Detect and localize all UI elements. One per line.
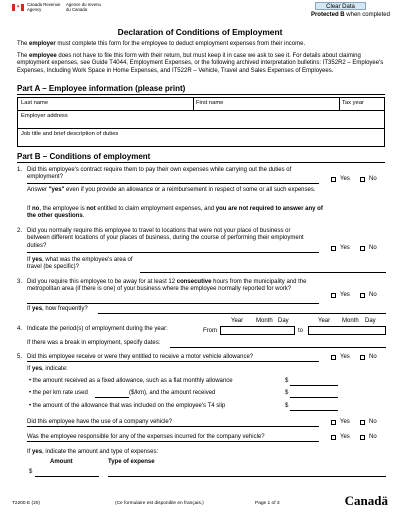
part-a-rule	[17, 94, 385, 95]
q2-text: Did you normally require this employee to travel to locations that were not your place of business or between different locations of your places of business, during the course of performing their employment duties?	[27, 228, 304, 249]
canada-wordmark-logo: Canadä	[344, 493, 388, 508]
q5-t4-text: • the amount of the allowance that was included on the employee's T4 slip	[29, 403, 226, 409]
q5-yes-checkbox[interactable]	[331, 355, 336, 360]
job-title-field[interactable]: Job title and brief description of duties	[21, 131, 119, 137]
q2-number: 2.	[17, 228, 23, 234]
q4-to-label: to	[298, 328, 304, 334]
q3-yes-label: Yes	[340, 292, 350, 298]
q5-company-vehicle-text: Did this employee have the use of a company vehicle?	[27, 419, 173, 425]
intro-paragraph-1: The employer must complete this form for the employee to deduct employment expenses from their income.	[17, 41, 306, 47]
q3-no-checkbox[interactable]	[360, 293, 365, 298]
q4-from-day-header: Day	[278, 318, 289, 324]
q4-text: Indicate the period(s) of employment during the year:	[27, 326, 168, 332]
q3-number: 3.	[17, 279, 23, 285]
q5-responsible-yes-label: Yes	[340, 434, 350, 440]
canada-flag-icon: ✦	[12, 4, 24, 11]
q5-t4-amount-input[interactable]	[290, 410, 338, 411]
q4-from-date-input[interactable]	[220, 326, 295, 335]
q3-frequency-input[interactable]	[98, 313, 386, 314]
part-a-table	[17, 97, 385, 147]
q5-company-no-checkbox[interactable]	[360, 420, 365, 425]
q4-from-year-header: Year	[231, 318, 244, 324]
q5-fixed-allowance-text: • the amount received as a fixed allowance, such as a flat monthly allowance	[29, 378, 233, 384]
q4-from-label: From	[203, 328, 217, 334]
q5-number: 5.	[17, 354, 23, 360]
q1-no-label: No	[369, 176, 377, 182]
page-number: Page 1 of 3	[255, 501, 280, 506]
q5-fixed-dollar: $	[285, 378, 289, 384]
q5-responsible-no-label: No	[369, 434, 377, 440]
q5-underline	[27, 361, 319, 362]
q3-yes-checkbox[interactable]	[331, 293, 336, 298]
q1-yes-label: Yes	[340, 176, 350, 182]
q5-responsible-underline	[27, 441, 319, 442]
q5-responsible-text: Was the employee responsible for any of the expenses incurred for the company vehicle?	[27, 434, 265, 440]
q5-fixed-allowance-input[interactable]	[290, 385, 338, 386]
q1-yes-checkbox[interactable]	[331, 177, 336, 182]
first-name-field[interactable]: First name	[196, 100, 224, 106]
expense-row-dollar: $	[29, 469, 33, 475]
q4-to-year-header: Year	[318, 318, 331, 324]
q5-per-km-text-2: ($/km), and the amount received	[129, 390, 216, 396]
q1-underline	[27, 183, 319, 184]
q1-if-no-note: If no, the employee is not entitled to claim employment expenses, and you are not required to answer any of the other questions.	[27, 206, 323, 220]
q2-if-yes-label: If yes, what was the employee's area of travel (be specific)?	[27, 257, 133, 271]
protected-b-label: Protected B when completed	[310, 12, 390, 18]
q1-answer-note: Answer "yes" even if you provide an allowance or a reimbursement in respect of some or all such expenses.	[27, 187, 316, 193]
q2-no-label: No	[369, 245, 377, 251]
q2-yes-checkbox[interactable]	[331, 246, 336, 251]
q5-company-yes-label: Yes	[340, 419, 350, 425]
q1-number: 1.	[17, 167, 23, 173]
q5-responsible-yes-checkbox[interactable]	[331, 435, 336, 440]
q4-break-input[interactable]	[170, 347, 386, 348]
q4-number: 4.	[17, 326, 23, 332]
q3-no-label: No	[369, 292, 377, 298]
form-identifier: T2200 E (20)	[12, 501, 40, 506]
q3-frequency-label: If yes, how frequently?	[27, 306, 88, 312]
part-b-rule	[17, 162, 385, 163]
clear-data-button[interactable]: Clear Data	[315, 2, 366, 10]
employer-address-field[interactable]: Employer address	[21, 113, 68, 119]
part-a-heading: Part A – Employee information (please print)	[17, 84, 186, 93]
q5-company-yes-checkbox[interactable]	[331, 420, 336, 425]
q3-underline	[27, 303, 319, 304]
q2-no-checkbox[interactable]	[360, 246, 365, 251]
q4-break-label: If there was a break in employment, specify dates:	[27, 340, 161, 346]
q2-area-input[interactable]	[140, 272, 386, 273]
q5-responsible-no-checkbox[interactable]	[360, 435, 365, 440]
q5-expense-list-label: If yes, indicate the amount and type of expenses:	[27, 449, 159, 455]
q5-per-km-rate-input[interactable]	[95, 397, 129, 398]
q5-company-underline	[27, 426, 319, 427]
q5-company-no-label: No	[369, 419, 377, 425]
q5-if-yes-label: If yes, indicate:	[27, 366, 68, 372]
q3-text: Did you require this employee to be away for at least 12 consecutive hours from the municipality and the metropolitan area (if there is one) of your business where the employee normally reported for work?	[27, 279, 307, 293]
q4-to-month-header: Month	[342, 318, 359, 324]
part-b-heading: Part B – Conditions of employment	[17, 152, 151, 161]
amount-column-header: Amount	[50, 459, 73, 465]
q4-to-day-header: Day	[365, 318, 376, 324]
last-name-field[interactable]: Last name	[21, 100, 49, 106]
q2-yes-label: Yes	[340, 245, 350, 251]
agency-name-en: Canada Revenue Agency	[27, 2, 61, 12]
tax-year-field[interactable]: Tax year	[342, 100, 364, 106]
q5-yes-label: Yes	[340, 354, 350, 360]
q5-per-km-amount-input[interactable]	[290, 397, 338, 398]
q1-text: Did this employee's contract require them to pay their own expenses while carrying out the duties of employment?	[27, 167, 292, 181]
intro-paragraph-2: The employee does not have to file this form with their return, but must keep it in case we ask to see it. For details about claiming employment expenses, see Guide T4044, Employment Expenses, or the following archived interpretation bulletins: IT352R2 – Employee's Expenses, Including Work Space in Home Expenses, and IT522R – Vehicle, Travel and Sales Expenses of Employees.	[17, 53, 384, 74]
expense-type-input[interactable]	[108, 476, 386, 477]
q1-no-checkbox[interactable]	[360, 177, 365, 182]
french-availability-note: (Ce formulaire est disponible en français.)	[115, 501, 204, 506]
expense-amount-input[interactable]	[35, 476, 99, 477]
q5-no-label: No	[369, 354, 377, 360]
agency-name-fr: Agence du revenu du Canada	[66, 2, 101, 12]
form-title: Declaration of Conditions of Employment	[117, 27, 283, 37]
q5-per-km-text: • the per km rate used	[29, 390, 88, 396]
q5-per-km-dollar: $	[285, 390, 289, 396]
q5-t4-dollar: $	[285, 403, 289, 409]
q4-from-month-header: Month	[256, 318, 273, 324]
q5-text: Did this employee receive or were they entitled to receive a motor vehicle allowance?	[27, 354, 254, 360]
q5-no-checkbox[interactable]	[360, 355, 365, 360]
q4-to-date-input[interactable]	[308, 326, 386, 335]
type-of-expense-column-header: Type of expense	[108, 459, 155, 465]
q2-underline	[27, 252, 319, 253]
